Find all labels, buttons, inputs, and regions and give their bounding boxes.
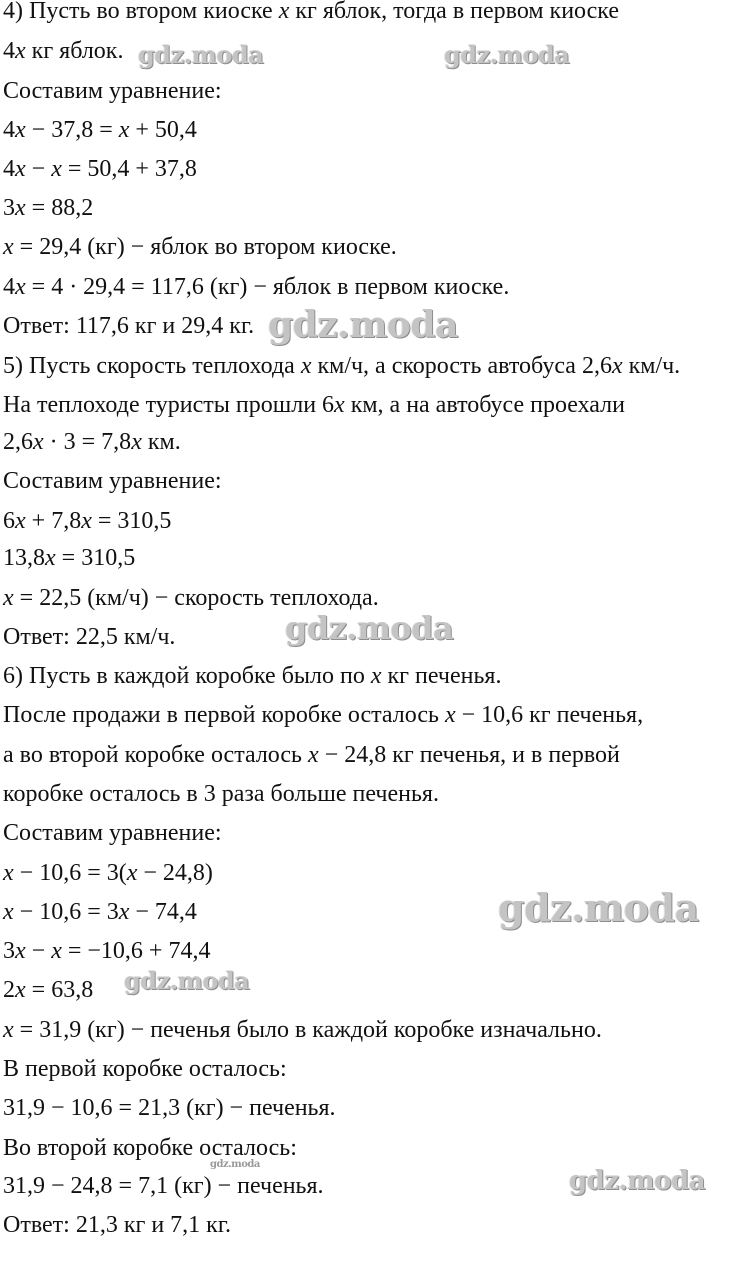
text-line: 5) Пусть скорость теплохода x км/ч, а скорость автобуса 2,6x км/ч. xyxy=(3,353,681,379)
watermark: gdz.moda xyxy=(268,304,458,346)
text-line: 6x + 7,8x = 310,5 xyxy=(3,508,172,534)
text-line: x − 10,6 = 3(x − 24,8) xyxy=(3,860,213,886)
text-line: 4x − x = 50,4 + 37,8 xyxy=(3,156,197,182)
text-line: 31,9 − 10,6 = 21,3 (кг) − печенья. xyxy=(3,1095,336,1121)
text-line: Ответ: 21,3 кг и 7,1 кг. xyxy=(3,1212,231,1238)
text-line: 2,6x · 3 = 7,8x км. xyxy=(3,429,181,455)
text-line: x − 10,6 = 3x − 74,4 xyxy=(3,899,197,925)
text-line: Ответ: 22,5 км/ч. xyxy=(3,624,176,650)
text-line: x = 22,5 (км/ч) − скорость теплохода. xyxy=(3,585,379,611)
text-line: Составим уравнение: xyxy=(3,820,222,846)
text-line: 6) Пусть в каждой коробке было по x кг печенья. xyxy=(3,663,502,689)
text-line: x = 29,4 (кг) − яблок во втором киоске. xyxy=(3,234,397,260)
text-line: 4x = 4 · 29,4 = 117,6 (кг) − яблок в первом киоске. xyxy=(3,274,510,300)
text-line: В первой коробке осталось: xyxy=(3,1056,287,1082)
text-line: 3x = 88,2 xyxy=(3,195,94,221)
watermark: gdz.moda xyxy=(138,40,264,69)
text-line: коробке осталось в 3 раза больше печенья. xyxy=(3,781,439,807)
text-line: 2x = 63,8 xyxy=(3,977,94,1003)
watermark: gdz.moda xyxy=(498,885,699,930)
text-line: 4x − 37,8 = x + 50,4 xyxy=(3,117,197,143)
text-line: Во второй коробке осталось: xyxy=(3,1135,297,1161)
text-line: Составим уравнение: xyxy=(3,468,222,494)
text-line: а во второй коробке осталось x − 24,8 кг печенья, и в первой xyxy=(3,742,620,768)
watermark: gdz.moda xyxy=(444,40,570,69)
text-line: Составим уравнение: xyxy=(3,78,222,104)
text-line: 4x кг яблок. xyxy=(3,38,124,64)
watermark: gdz.moda xyxy=(124,966,250,995)
text-line: 4) Пусть во втором киоске x кг яблок, тогда в первом киоске xyxy=(3,0,620,24)
watermark: gdz.moda xyxy=(210,1159,260,1170)
text-line: После продажи в первой коробке осталось x − 10,6 кг печенья, xyxy=(3,702,644,728)
text-line: На теплоходе туристы прошли 6x км, а на автобусе проехали xyxy=(3,392,625,418)
watermark: gdz.moda xyxy=(285,609,454,647)
watermark: gdz.moda xyxy=(569,1166,706,1196)
text-line: 31,9 − 24,8 = 7,1 (кг) − печенья. xyxy=(3,1173,324,1199)
text-line: x = 31,9 (кг) − печенья было в каждой коробке изначально. xyxy=(3,1017,602,1043)
text-line: 3x − x = −10,6 + 74,4 xyxy=(3,938,211,964)
text-line: 13,8x = 310,5 xyxy=(3,545,136,571)
text-line: Ответ: 117,6 кг и 29,4 кг. xyxy=(3,313,255,339)
